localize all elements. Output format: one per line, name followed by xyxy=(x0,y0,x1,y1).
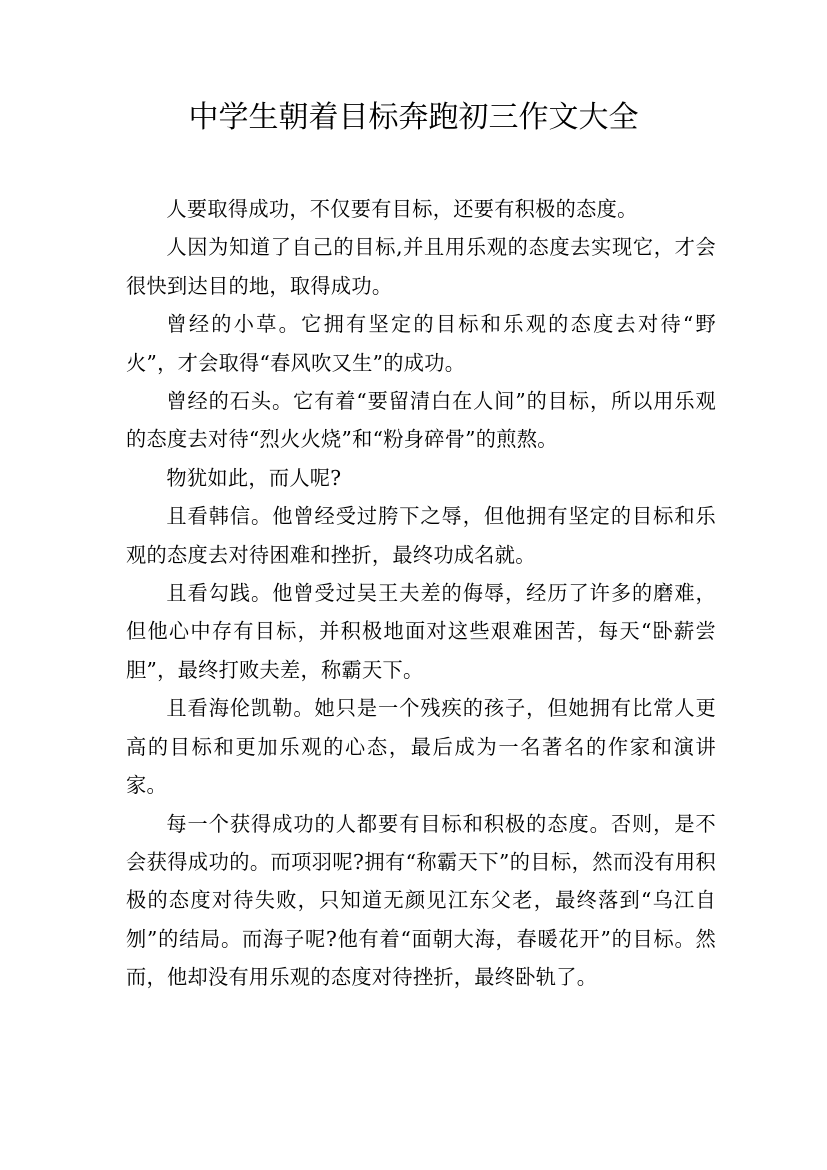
paragraph-4: 曾经的石头。它有着“要留清白在人间”的目标，所以用乐观的态度去对待“烈火火烧”和“粉身碎骨”的煎熬。 xyxy=(126,389,716,452)
document-title: 中学生朝着目标奔跑初三作文大全 xyxy=(188,100,639,135)
paragraph-8: 且看海伦凯勒。她只是一个残疾的孩子，但她拥有比常人更高的目标和更加乐观的心态，最后成为一名著名的作家和演讲家。 xyxy=(126,696,716,798)
paragraph-5: 物犹如此，而人呢? xyxy=(166,465,342,490)
paragraph-3: 曾经的小草。它拥有坚定的目标和乐观的态度去对待“野火”，才会取得“春风吹又生”的成功。 xyxy=(126,312,716,375)
paragraph-9: 每一个获得成功的人都要有目标和积极的态度。否则，是不会获得成功的。而项羽呢?拥有“称霸天下”的目标，然而没有用积极的态度对待失败，只知道无颜见江东父老，最终落到“乌江自刎”的结局。而海子呢?他有着“面朝大海，春暖花开”的目标。然而，他却没有用乐观的态度对待挫折，最终卧轨了。 xyxy=(126,811,716,990)
document-body xyxy=(126,190,716,997)
paragraph-1: 人要取得成功，不仅要有目标，还要有积极的态度。 xyxy=(166,197,638,221)
paragraph-6: 且看韩信。他曾经受过胯下之辱，但他拥有坚定的目标和乐观的态度去对待困难和挫折，最终功成名就。 xyxy=(126,504,716,567)
paragraph-7: 且看勾践。他曾受过吴王夫差的侮辱，经历了许多的磨难，但他心中存有目标，并积极地面对这些艰难困苦，每天“卧薪尝胆”，最终打败夫差，称霸天下。 xyxy=(126,581,716,682)
paragraph-2: 人因为知道了自己的目标,并且用乐观的态度去实现它，才会很快到达目的地，取得成功。 xyxy=(126,235,716,298)
